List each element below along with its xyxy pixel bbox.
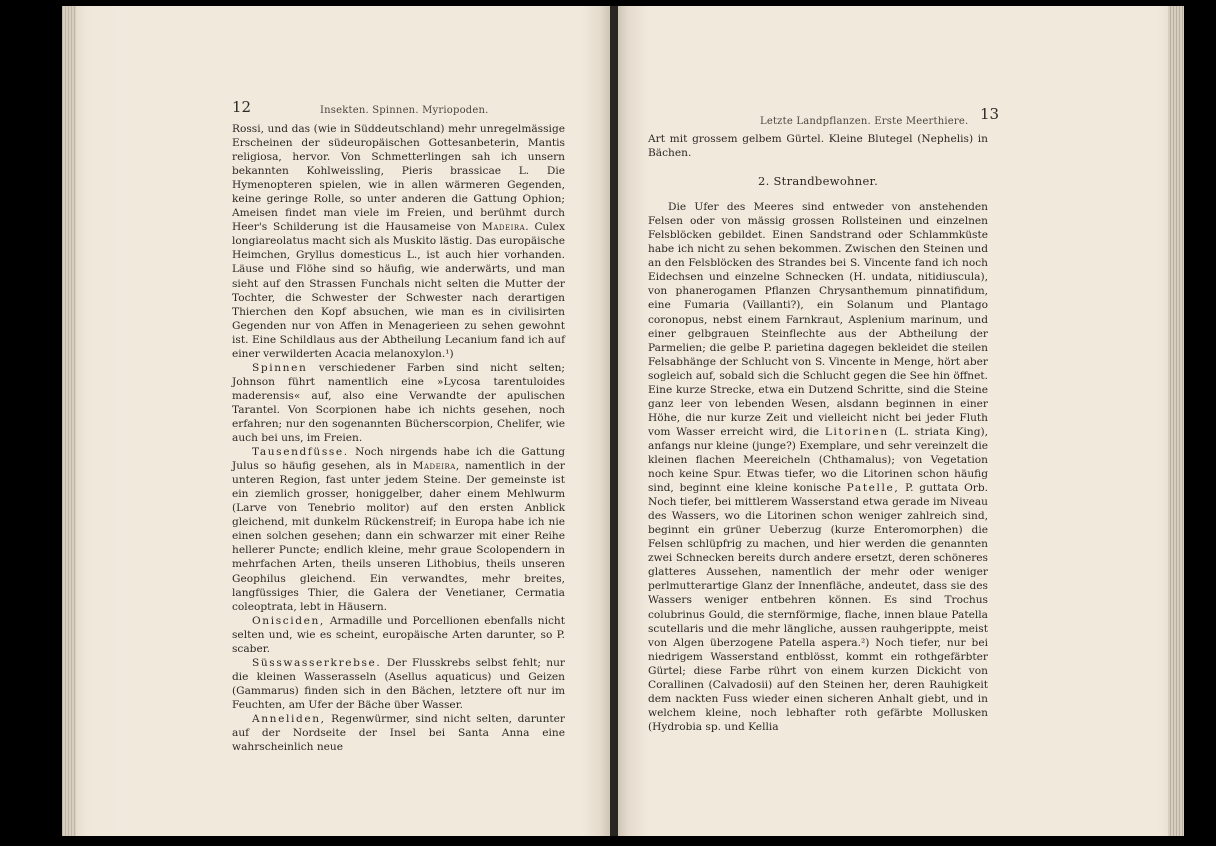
paragraph	[232, 361, 565, 445]
text-run: Noch nirgends habe ich die Gattung Julus so häufig gesehen, als in	[232, 446, 565, 473]
emphasized-text: Patelle,	[846, 482, 900, 495]
emphasized-text: Madeira	[481, 221, 526, 234]
paragraph	[232, 712, 565, 754]
emphasized-text: Madeira	[412, 460, 456, 473]
paragraph	[232, 445, 565, 614]
running-head: Letzte Landpflanzen. Erste Meerthiere.	[760, 116, 969, 127]
emphasized-text: Süsswasserkrebse.	[252, 656, 382, 669]
paragraph	[232, 122, 565, 361]
right-page	[618, 6, 1184, 836]
paragraph	[648, 200, 988, 734]
page-number: 12	[232, 98, 252, 116]
text-run: Rossi, und das (wie in Süddeutschland) mehr unregelmässige Erscheinen der südeuropäischen Gottesanbeterin, Mantis religiosa, hervor. Von Schmetterlingen sah ich unsern bekannten Kohlweissling, Pieris brassicae L. Die Hymenopteren spielen, wie in allen wärmeren Gegenden, keine geringe Rolle, so unter anderen die Gattung Ophion; Ameisen findet man viele im Freien, und berühmt durch Heer's Schilderung ist die Hausameise von	[232, 123, 565, 234]
right-body-text	[648, 132, 988, 734]
left-page-edge	[62, 6, 76, 836]
book-spread	[62, 6, 1184, 836]
text-run: Der Flusskrebs selbst fehlt; nur die kleinen Wasserasseln (Asellus aquaticus) und Geizen (Gammarus) finden sich in den Bächen, letztere oft nur im Feuchten, am Ufer der Bäche über Wasser.	[232, 656, 565, 711]
text-run: (L. striata King), anfangs nur kleine (junge?) Exemplare, und sehr vereinzelt die kleinen flachen Meereicheln (Chthamalus); von Vegetation noch keine Spur. Etwas tiefer, wo die Litorinen schon häufig sind, beginnt eine kleine konische	[648, 425, 988, 495]
section-heading: 2. Strandbewohner.	[757, 174, 879, 189]
emphasized-text: Anneliden,	[252, 712, 326, 725]
text-run: Regenwürmer, sind nicht selten, darunter auf der Nordseite der Insel bei Santa Anna eine wahrscheinlich neue	[232, 712, 565, 754]
text-run: verschiedener Farben sind nicht selten; Johnson führt namentlich eine »Lycosa tarentuloides maderensis« auf, also eine Verwandte der apulischen Tarantel. Von Scorpionen habe ich nichts gesehen, noch erfahren; nur den sogenannten Bücherscorpion, Chelifer, wie auch bei uns, im Freien.	[232, 361, 565, 445]
text-run: Die Ufer des Meeres sind entweder von anstehenden Felsen oder von mässig grossen Rollsteinen und einzelnen Felsblöcken gebildet. Einen Sandstrand oder Schlammküste habe ich nicht zu sehen bekommen. Zwischen den Steinen und an den Felsblöcken des Strandes bei S. Vincente fand ich noch Eidechsen und einzelne Schnecken (H. undata, nitidiuscula), von phanerogamen Pflanzen Chrysanthemum pinnatifidum, eine Fumaria (Vaillanti?), ein Solanum und Plantago coronopus, nebst einem Farnkraut, Asplenium marinum, und einer gelbgrauen Steinflechte aus der Abtheilung der Parmelien; die gelbe P. parietina dagegen bekleidet die steilen Felsabhänge der Schlucht von S. Vincente in Menge, hört aber sogleich auf, sobald sich die Schlucht gegen die See hin öffnet. Eine kurze Strecke, etwa ein Dutzend Schritte, sind die Steine ganz leer von lebenden Wesen, alsdann beginnen in einer Höhe, die nur kurze Zeit und vielleicht nicht bei jeder Fluth vom Wasser erreicht wird, die	[648, 201, 988, 438]
gutter	[610, 6, 618, 836]
left-body-text	[232, 122, 565, 754]
emphasized-text: Tausendfüsse.	[252, 446, 349, 459]
left-page	[62, 6, 610, 836]
emphasized-text: Litorinen	[824, 425, 889, 438]
paragraph	[232, 656, 565, 712]
text-run: P. guttata Orb. Noch tiefer, bei mittlerem Wasserstand etwa gerade im Niveau des Wassers, wo die Litorinen schon weniger zahlreich sind, beginnt ein grüner Ueberzug (kurze Enteromorphen) die Felsen schlüpfrig zu machen, und hier werden die genannten zwei Schnecken bereits durch andere ersetzt, deren schöneres glatteres Aussehen, namentlich der mehr oder weniger perlmutterartige Glanz der Innenfläche, andeutet, dass sie des Wassers weniger entbehren können. Es sind Trochus colubrinus Gould, die sternförmige, flache, innen blaue Patella scutellaris und die mehr längliche, aussen rauhgerippte, meist von Algen überzogene Patella aspera.²) Noch tiefer, nur bei niedrigem Wasserstand entblösst, kommt ein rothgefärbter Gürtel; diese Farbe rührt von einem kurzen Dickicht von Corallinen (Calvadosii) auf den Steinen her, deren Rauhigkeit dem nackten Fuss wieder einen sicheren Anhalt giebt, und in welchem kleine, noch lebhafter roth gefärbte Mollusken (Hydrobia sp. und Kellia	[648, 482, 988, 733]
emphasized-text: Onisciden,	[252, 614, 325, 627]
text-run: . Culex longiareolatus macht sich als Muskito lästig. Das europäische Heimchen, Gryllus domesticus L., ist auch hier vorhanden. Läuse und Flöhe sind so häufig, wie anderwärts, und man sieht auf den Strassen Funchals nicht selten die Mutter der Tochter, die Schwester der Schwester nach derartigen Thierchen den Kopf absuchen, wie man es in civilisirten Gegenden nur von Affen in Menagerieen zu sehen gewohnt ist. Eine Schildlaus aus der Abtheilung Lecanium fand ich auf einer verwilderten Acacia melanoxylon.¹)	[232, 221, 565, 360]
right-paragraphs	[648, 200, 988, 734]
paragraph	[232, 614, 565, 656]
emphasized-text: Spinnen	[252, 361, 308, 374]
text-run: Armadille und Porcellionen ebenfalls nicht selten und, wie es scheint, europäische Arten darunter, so P. scaber.	[232, 614, 565, 655]
page-number: 13	[980, 105, 1000, 123]
text-run: , namentlich in der unteren Region, fast unter jedem Steine. Der gemeinste ist ein ziemlich grosser, honiggelber, daher einem Mehlwurm (Larve von Tenebrio molitor) auf den ersten Anblick gleichend, mit dunkelm Rückenstreif; in Europa habe ich nie einen solchen gesehen; dann ein schwarzer mit einer Reihe hellerer Puncte; endlich kleine, mehr graue Scolopendern in mehrfachen Arten, theils unseren Lithobius, theils unseren Geophilus gleichend. Ein verwandtes, mehr breites, langfüssiges Thier, die Galera der Venetianer, Cermatia coleoptrata, lebt in Häusern.	[232, 460, 565, 613]
intro-paragraph: Art mit grossem gelbem Gürtel. Kleine Blutegel (Nephelis) in Bächen.	[648, 133, 988, 160]
right-page-edge	[1168, 6, 1184, 836]
running-head: Insekten. Spinnen. Myriopoden.	[320, 105, 489, 116]
